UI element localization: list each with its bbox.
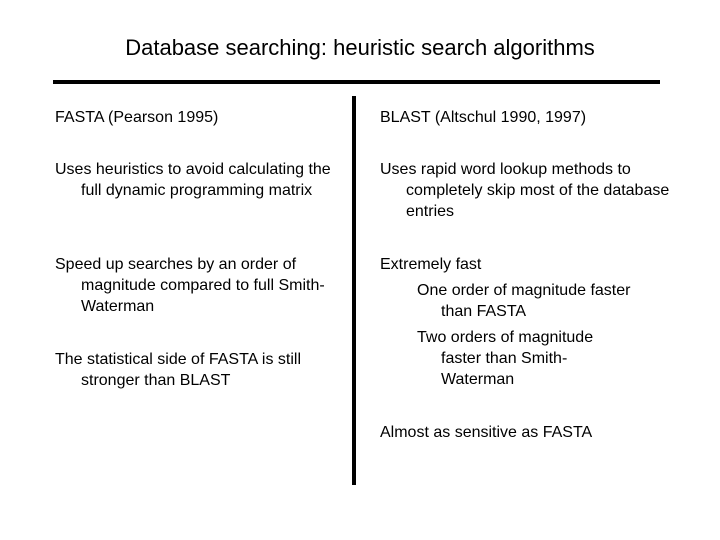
blast-subpoint-vs-fasta: One order of magnitude faster than FASTA xyxy=(417,282,631,320)
blast-subpoint-vs-smith-waterman: Two orders of magnitude faster than Smith-Waterman xyxy=(417,329,594,388)
blast-heading: BLAST (Altschul 1990, 1997) xyxy=(380,109,587,126)
blast-point-word-lookup: Uses rapid word lookup methods to completely skip most of the database entries xyxy=(380,161,670,220)
fasta-point-speed: Speed up searches by an order of magnitude compared to full Smith-Waterman xyxy=(55,256,325,315)
slide-title: Database searching: heuristic search algorithms xyxy=(125,35,595,60)
blast-point-sensitivity: Almost as sensitive as FASTA xyxy=(380,424,593,441)
fasta-point-heuristics: Uses heuristics to avoid calculating the full dynamic programming matrix xyxy=(55,161,331,199)
fasta-column xyxy=(55,0,340,540)
column-divider xyxy=(352,96,356,485)
blast-point-fast: Extremely fast xyxy=(380,256,482,273)
fasta-heading: FASTA (Pearson 1995) xyxy=(55,109,219,126)
fasta-point-statistics: The statistical side of FASTA is still stronger than BLAST xyxy=(55,351,302,389)
blast-column xyxy=(380,0,680,540)
